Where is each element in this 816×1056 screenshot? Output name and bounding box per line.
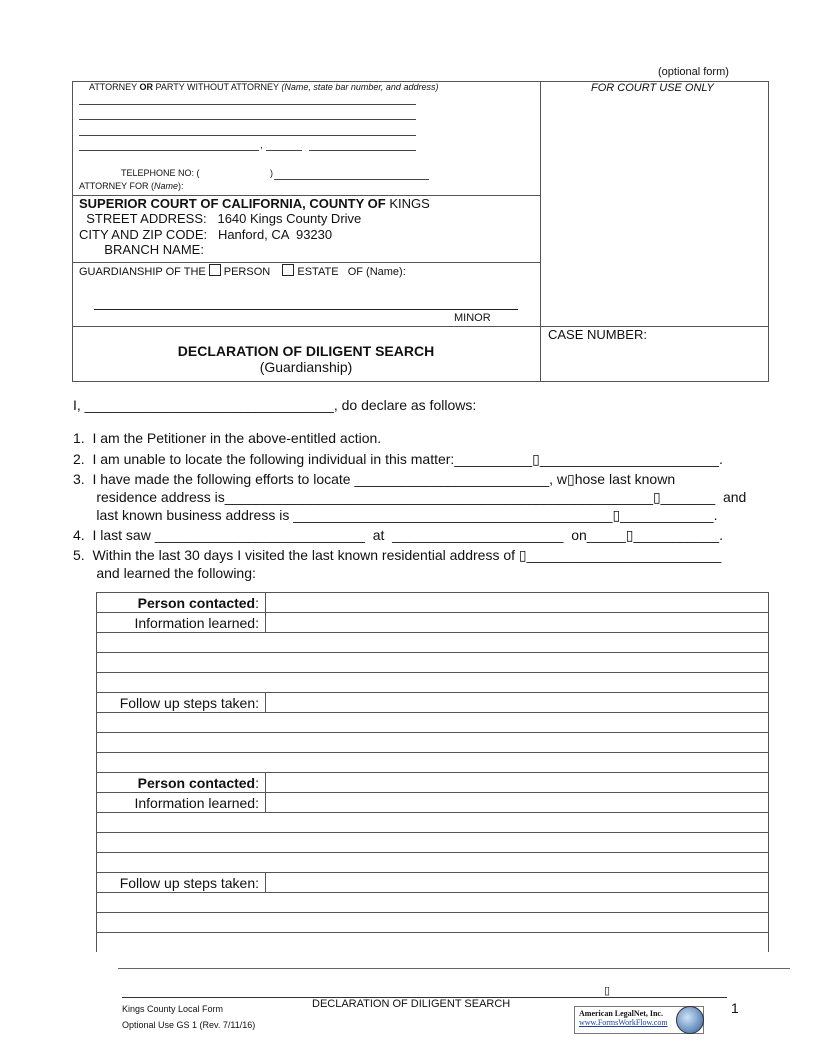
court-branch-name: BRANCH NAME:	[79, 242, 204, 257]
footer-placeholder: ▯	[604, 985, 611, 997]
table-row	[97, 673, 769, 693]
item-4: 4. I last saw ___________________________ at ______________________ on_____▯___________.	[73, 527, 723, 543]
table-row	[97, 853, 769, 873]
footer-optional-use: Optional Use GS 1 (Rev. 7/11/16)	[122, 1020, 256, 1030]
table-row	[97, 633, 769, 653]
table-row	[97, 693, 769, 713]
follow-up-label: Follow up steps taken:	[97, 693, 266, 713]
notes-row[interactable]	[97, 833, 769, 853]
court-use-only: FOR COURT USE ONLY	[591, 82, 714, 94]
attorney-zip-line[interactable]	[309, 150, 416, 151]
notes-row[interactable]	[97, 893, 769, 913]
table-row	[97, 713, 769, 733]
follow-up-field[interactable]	[266, 873, 769, 893]
table-row	[97, 933, 769, 953]
attorney-line-1[interactable]	[79, 104, 416, 105]
item-3-line-1: 3. I have made the following efforts to locate _________________________, w▯hose last known	[73, 471, 676, 487]
globe-icon	[676, 1006, 704, 1034]
contact-table	[96, 592, 769, 952]
table-row	[97, 813, 769, 833]
notes-row[interactable]	[97, 853, 769, 873]
court-city-zip: CITY AND ZIP CODE: Hanford, CA 93230	[79, 227, 333, 242]
notes-row[interactable]	[97, 933, 769, 953]
page-number: 1	[731, 1000, 739, 1016]
notes-row[interactable]	[97, 653, 769, 673]
estate-checkbox[interactable]	[282, 264, 294, 276]
table-row	[97, 773, 769, 793]
table-row	[97, 613, 769, 633]
guardianship-of: GUARDIANSHIP OF THE PERSON ESTATE OF (Name):	[79, 266, 406, 278]
information-learned-field[interactable]	[266, 793, 769, 813]
footer-rule-top	[118, 968, 790, 969]
table-row	[97, 893, 769, 913]
information-learned-label: Information learned:	[97, 613, 266, 633]
case-number-label: CASE NUMBER:	[548, 327, 647, 342]
item-3-line-2: residence address is_______________________________________________________▯_______ and	[73, 489, 747, 505]
attorney-state-line[interactable]	[266, 150, 302, 151]
notes-row[interactable]	[97, 733, 769, 753]
attorney-label: ATTORNEY OR PARTY WITHOUT ATTORNEY (Name, state bar number, and address)	[89, 82, 439, 92]
item-5-line-1: 5. Within the last 30 days I visited the last known residential address of ▯_________________________	[73, 547, 722, 563]
follow-up-field[interactable]	[266, 693, 769, 713]
attorney-for-label: ATTORNEY FOR (Name):	[79, 181, 184, 191]
person-contacted-field[interactable]	[266, 593, 769, 613]
attorney-city-line[interactable]	[79, 150, 259, 151]
notes-row[interactable]	[97, 913, 769, 933]
telephone-line[interactable]	[274, 179, 429, 180]
divider-court	[72, 262, 540, 263]
item-3-line-3: last known business address is _________________________________________▯____________.	[73, 507, 718, 523]
footer-title: DECLARATION OF DILIGENT SEARCH	[312, 998, 511, 1010]
attorney-line-3[interactable]	[79, 135, 416, 136]
person-checkbox[interactable]	[209, 264, 221, 276]
person-contacted-label: Person contacted:	[97, 773, 266, 793]
person-contacted-field[interactable]	[266, 773, 769, 793]
notes-row[interactable]	[97, 633, 769, 653]
table-row	[97, 873, 769, 893]
table-row	[97, 733, 769, 753]
follow-up-label: Follow up steps taken:	[97, 873, 266, 893]
court-title: SUPERIOR COURT OF CALIFORNIA, COUNTY OF KINGS	[79, 196, 430, 211]
footer-local-form: Kings County Local Form	[122, 1004, 224, 1014]
notes-row[interactable]	[97, 713, 769, 733]
attorney-line-2[interactable]	[79, 119, 416, 120]
notes-row[interactable]	[97, 753, 769, 773]
table-row	[97, 653, 769, 673]
declarant-statement: I, ________________________________, do declare as follows:	[73, 397, 477, 413]
form-title: DECLARATION OF DILIGENT SEARCH	[177, 343, 435, 359]
minor-label: MINOR	[454, 312, 491, 324]
divider-case	[72, 326, 769, 327]
court-street-address: STREET ADDRESS: 1640 Kings County Drive	[79, 211, 362, 226]
telephone-label: TELEPHONE NO: (	[121, 168, 200, 178]
minor-name-line[interactable]	[94, 309, 518, 310]
information-learned-field[interactable]	[266, 613, 769, 633]
information-learned-label: Information learned:	[97, 793, 266, 813]
item-2: 2. I am unable to locate the following individual in this matter:__________▯_______________________.	[73, 451, 723, 467]
item-1: 1. I am the Petitioner in the above-entitled action.	[73, 430, 382, 446]
american-legalnet-logo[interactable]: American LegalNet, Inc. www.FormsWorkFlow.com	[574, 1006, 704, 1034]
table-row	[97, 753, 769, 773]
form-subtitle: (Guardianship)	[259, 359, 353, 375]
caption-vertical-divider	[540, 81, 541, 382]
table-row	[97, 593, 769, 613]
table-row	[97, 913, 769, 933]
table-row	[97, 833, 769, 853]
optional-form-note: (optional form)	[658, 66, 729, 78]
notes-row[interactable]	[97, 813, 769, 833]
table-row	[97, 793, 769, 813]
person-contacted-label: Person contacted:	[97, 593, 266, 613]
notes-row[interactable]	[97, 673, 769, 693]
item-5-line-2: and learned the following:	[73, 565, 256, 581]
